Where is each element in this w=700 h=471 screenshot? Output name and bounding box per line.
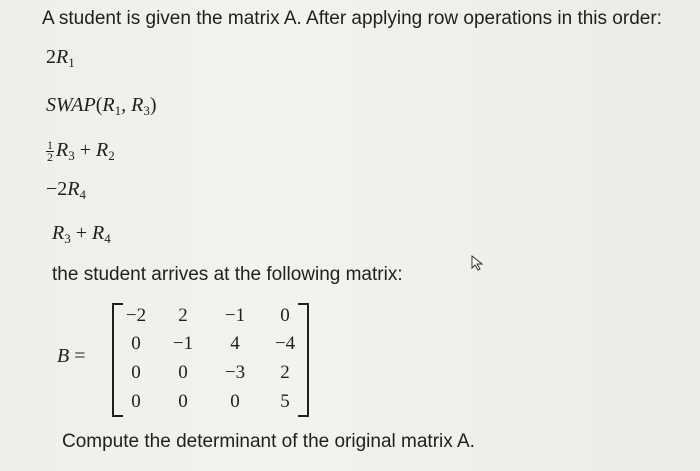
- result-sentence: the student arrives at the following matrix:: [52, 264, 403, 285]
- matrix-cell: −1: [224, 305, 246, 326]
- matrix-cell: 0: [131, 391, 141, 412]
- operation-1: $2R_1$: [46, 46, 75, 70]
- question-text: Compute the determinant of the original matrix A.: [62, 431, 475, 452]
- matrix-cell: 0: [178, 391, 188, 412]
- matrix-name: B: [57, 345, 70, 367]
- matrix-cell: 5: [280, 391, 290, 412]
- matrix-cell: −4: [274, 333, 296, 354]
- mouse-pointer-icon: [470, 254, 486, 272]
- operation-4: $-2R_4$: [46, 178, 86, 202]
- matrix-label: B =: [57, 345, 86, 367]
- matrix-cell: 0: [131, 362, 141, 383]
- matrix-cell: 2: [280, 362, 290, 383]
- matrix-cell: 2: [178, 305, 188, 326]
- operation-5: $R_3 + R_4$: [52, 222, 111, 246]
- matrix-cell: −3: [224, 362, 246, 383]
- matrix-cell: 0: [131, 333, 141, 354]
- matrix-cell: 0: [230, 391, 240, 412]
- intro-text: A student is given the matrix A. After applying row operations in this order:: [42, 8, 662, 29]
- matrix-cell: 4: [230, 333, 240, 354]
- matrix-cell: −1: [172, 333, 194, 354]
- matrix-cell: 0: [280, 305, 290, 326]
- operation-2: $SWAP(R_1$, $R_3$): [46, 94, 157, 118]
- matrix-cell: 0: [178, 362, 188, 383]
- operation-3: $\frac{1}{2}$ $R_3 + R_2$: [47, 137, 115, 164]
- matrix-cell: −2: [125, 305, 147, 326]
